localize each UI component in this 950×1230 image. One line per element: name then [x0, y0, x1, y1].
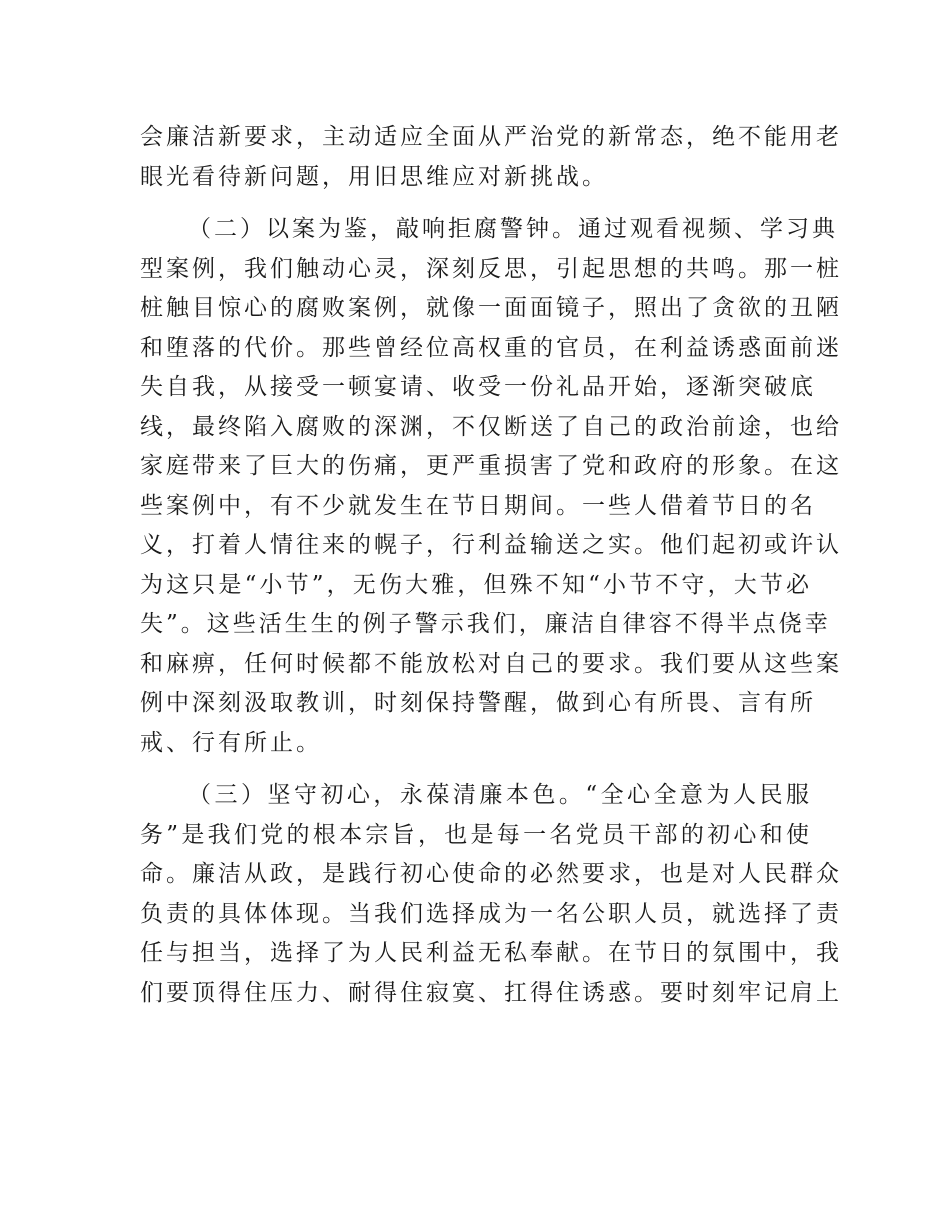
text-line: 家庭带来了巨大的伤痛，更严重损害了党和政府的形象。在这	[140, 453, 842, 479]
text-line: 会廉洁新要求，主动适应全面从严治党的新常态，绝不能用老	[140, 124, 842, 150]
text-line: 义，打着人情往来的幌子，行利益输送之实。他们起初或许认	[140, 532, 842, 558]
text-line: 们要顶得住压力、耐得住寂寞、扛得住诱惑。要时刻牢记肩上	[140, 979, 842, 1006]
text-line: 失”。这些活生生的例子警示我们，廉洁自律容不得半点侥幸	[140, 611, 831, 637]
text-line: （三）坚守初心，永葆清廉本色。“全心全意为人民服	[188, 782, 812, 808]
document-body	[140, 118, 842, 1013]
text-line: 和堕落的代价。那些曾经位高权重的官员，在利益诱惑面前迷	[140, 334, 842, 361]
text-line: 例中深刻汲取教训，时刻保持警醒，做到心有所畏、言有所	[140, 690, 816, 716]
text-line: 戒、行有所止。	[140, 729, 322, 756]
text-line: 负责的具体体现。当我们选择成为一名公职人员，就选择了责	[140, 900, 842, 927]
paragraph-1	[140, 118, 842, 197]
text-line: （二）以案为鉴，敲响拒腐警钟。通过观看视频、学习典	[188, 216, 838, 242]
text-line: 些案例中，有不少就发生在节日期间。一些人借着节日的名	[140, 492, 816, 519]
text-line: 桩触目惊心的腐败案例，就像一面面镜子，照出了贪欲的丑陋	[140, 295, 842, 321]
paragraph-3	[140, 776, 842, 1013]
text-line: 线，最终陷入腐败的深渊，不仅断送了自己的政治前途，也给	[140, 413, 842, 440]
text-line: 眼光看待新问题，用旧思维应对新挑战。	[140, 163, 608, 190]
text-line: 命。廉洁从政，是践行初心使命的必然要求，也是对人民群众	[140, 861, 842, 887]
text-line: 任与担当，选择了为人民利益无私奉献。在节日的氛围中，我	[140, 940, 842, 966]
text-line: 务”是我们党的根本宗旨，也是每一名党员干部的初心和使	[140, 821, 812, 848]
text-line: 为这只是“小节”，无伤大雅，但殊不知“小节不守，大节必	[140, 571, 812, 598]
text-line: 和麻痹，任何时候都不能放松对自己的要求。我们要从这些案	[140, 650, 842, 677]
text-line: 失自我，从接受一顿宴请、收受一份礼品开始，逐渐突破底	[140, 374, 816, 400]
paragraph-2	[140, 210, 842, 763]
text-line: 型案例，我们触动心灵，深刻反思，引起思想的共鸣。那一桩	[140, 255, 842, 282]
